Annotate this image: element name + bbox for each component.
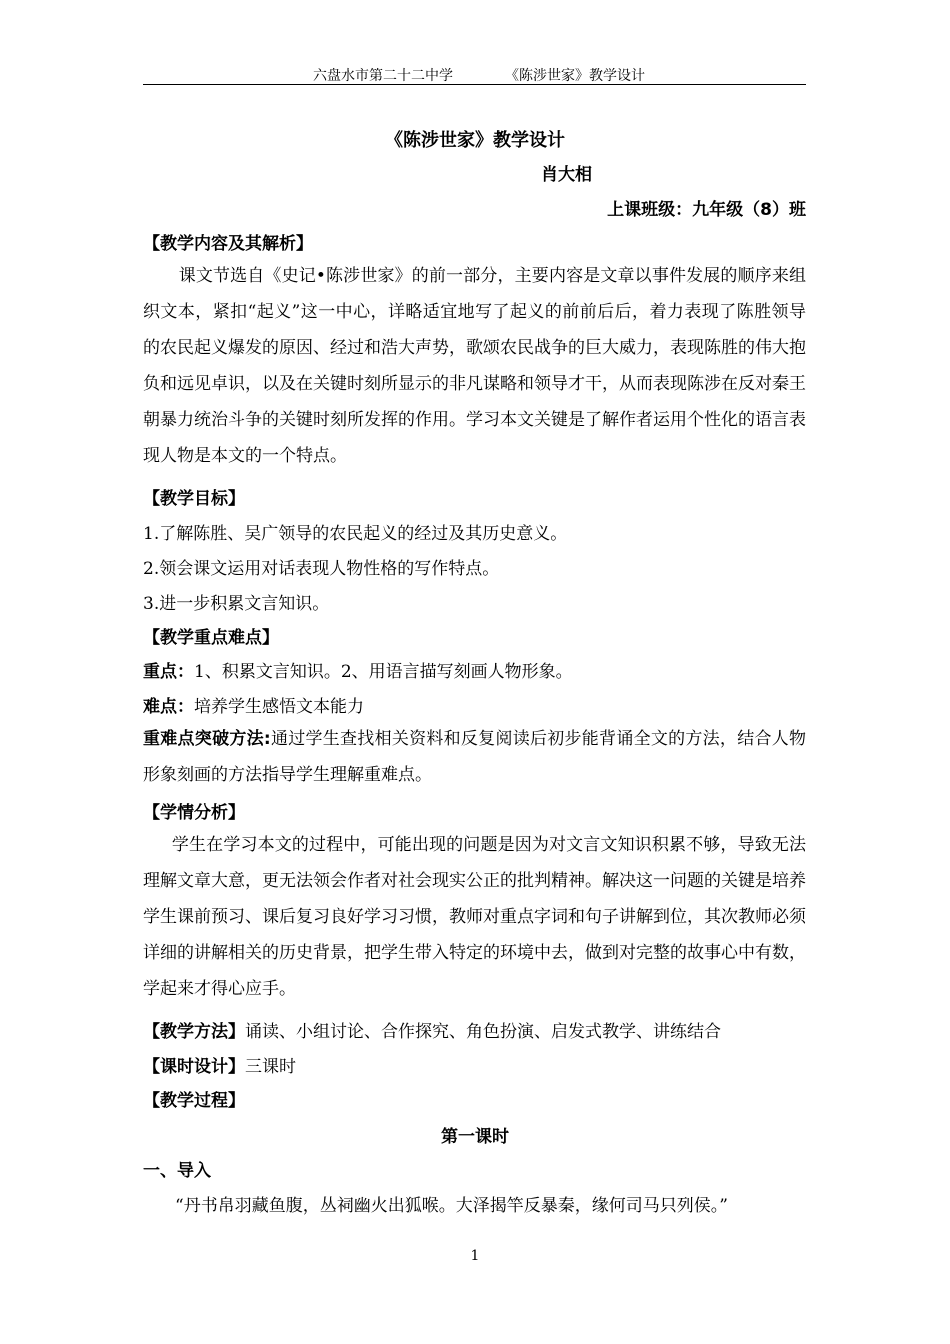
page-number: 1 bbox=[470, 1248, 480, 1264]
method-text: 通过学生查找相关资料和反复阅读后初步能背诵全文的方法，结合人物形象刻画的方法指导学生理解重难点。 bbox=[143, 729, 806, 785]
key-point-line bbox=[143, 657, 573, 682]
section-heading-process: 【教学过程】 bbox=[143, 1091, 245, 1111]
content-paragraph: 课文节选自《史记•陈涉世家》的前一部分，主要内容是文章以事件发展的顺序来组织文本，紧扣“起义”这一中心，详略适宜地写了起义的前前后后，着力表现了陈胜领导的农民起义爆发的原因、经过和浩大声势，歌颂农民战争的巨大威力，表现陈胜的伟大抱负和远见卓识，以及在关键时刻所显示的非凡谋略和领导才干，从而表现陈涉在反对秦王朝暴力统治斗争的关键时刻所发挥的作用。学习本文关键是了解作者运用个性化的语言表现人物是本文的一个特点。 bbox=[143, 266, 806, 466]
goal-item-1: 1.了解陈胜、吴广领导的农民起义的经过及其历史意义。 bbox=[143, 524, 568, 544]
lesson-one-title: 第一课时 bbox=[441, 1127, 509, 1147]
difficulty-text: 培养学生感悟文本能力 bbox=[194, 697, 364, 717]
author-name: 肖大相 bbox=[541, 165, 592, 185]
header-school: 六盘水市第二十二中学 bbox=[313, 68, 453, 84]
difficulty-line bbox=[143, 692, 364, 717]
intro-poem: “丹书帛羽藏鱼腹，丛祠幽火出狐喉。大泽揭竿反暴秦，缘何司马只列侯。” bbox=[175, 1196, 728, 1216]
section-heading-goals: 【教学目标】 bbox=[143, 489, 245, 509]
goal-item-3: 3.进一步积累文言知识。 bbox=[143, 594, 330, 614]
key-label: 重点： bbox=[143, 662, 194, 682]
section-heading-students: 【学情分析】 bbox=[143, 803, 245, 823]
section-heading-key-points: 【教学重点难点】 bbox=[143, 628, 279, 648]
class-info: 上课班级：九年级（8）班 bbox=[607, 200, 806, 220]
header-doc-title: 《陈涉世家》教学设计 bbox=[505, 68, 645, 84]
page-header bbox=[143, 62, 806, 85]
students-paragraph: 学生在学习本文的过程中，可能出现的问题是因为对文言文知识积累不够，导致无法理解文章大意，更无法领会作者对社会现实公正的批判精神。解决这一问题的关键是培养学生课前预习、课后复习良好学习习惯，教师对重点字词和句子讲解到位，其次教师必须详细的讲解相关的历史背景，把学生带入特定的环境中去，做到对完整的故事心中有数，学起来才得心应手。 bbox=[143, 835, 806, 999]
methods-text: 诵读、小组讨论、合作探究、角色扮演、启发式教学、讲练结合 bbox=[245, 1022, 721, 1042]
intro-heading: 一、导入 bbox=[143, 1161, 211, 1181]
section-heading-content: 【教学内容及其解析】 bbox=[143, 234, 313, 254]
document-title: 《陈涉世家》教学设计 bbox=[385, 130, 565, 151]
key-text: 1、积累文言知识。2、用语言描写刻画人物形象。 bbox=[194, 662, 573, 682]
schedule-line bbox=[143, 1052, 296, 1077]
section-heading-schedule: 【课时设计】 bbox=[143, 1057, 245, 1077]
method-paragraph bbox=[143, 721, 806, 793]
difficulty-label: 难点： bbox=[143, 697, 194, 717]
methods-line bbox=[143, 1017, 721, 1042]
schedule-text: 三课时 bbox=[245, 1057, 296, 1077]
section-heading-methods: 【教学方法】 bbox=[143, 1022, 245, 1042]
method-label: 重难点突破方法: bbox=[143, 729, 271, 749]
goal-item-2: 2.领会课文运用对话表现人物性格的写作特点。 bbox=[143, 559, 500, 579]
